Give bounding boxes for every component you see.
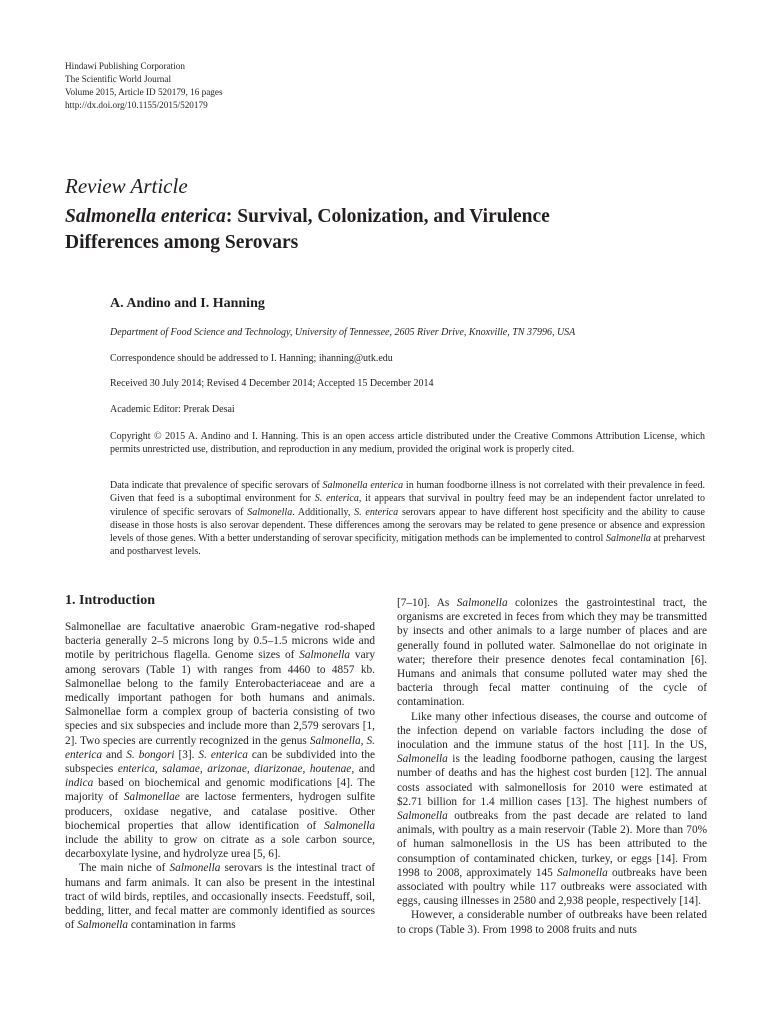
body-text: colonizes the gastrointestinal tract, the organisms are excreted in feces from which they may be transmitted by insects and other animals to a large number of places and are generally found in polluted water. Salmonellae do not originate in water; therefore their presence denotes fecal contamination [6]. Humans and animals that consume polluted water may shed the bacteria through fecal matter continuing of the cycle of contamination. bbox=[397, 597, 707, 709]
abstract-italic: S. enterica bbox=[314, 493, 359, 505]
body-italic: Salmonella bbox=[397, 753, 448, 766]
body-text: outbreaks from the past decade are related to land animals, with poultry as a main reservoir (Table 2). More than 70% of human salmonellosis in the US has been attributed to the consumption of contaminated chicken, turkey, or eggs [14]. From 1998 to 2008, approximately 145 bbox=[397, 810, 707, 879]
body-text: contamination in farms bbox=[128, 919, 236, 932]
body-column-right bbox=[397, 596, 707, 937]
body-text: Like many other infectious diseases, the course and outcome of the infection depend on variable factors including the dose of inoculation and the immune status of the host [11]. In the US, bbox=[397, 710, 707, 752]
body-text: vary among serovars (Table 1) with ranges from 4460 to 4857 kb. Salmonellae belong to the family Enterobacteriaceae and are a medically important pathogen for both humans and animals. Salmonellae form a complex group of bacteria consisting of two species and six subspecies and include more than 2,579 serovars [1, 2]. Two species are currently recognized in the genus bbox=[65, 649, 375, 747]
body-text: and bbox=[354, 763, 376, 776]
body-text: serovars is the intestinal tract of humans and farm animals. It can also be present in the intestinal tract of wild birds, reptiles, and occasionally insects. Feedstuff, soil, bedding, litter, and fecal matter are commonly identified as sources of bbox=[65, 862, 375, 932]
body-text: based on biochemical and genomic modifications [4]. The majority of bbox=[65, 777, 375, 804]
body-text: can be subdivided into the subspecies bbox=[65, 748, 375, 776]
intro-paragraph-5 bbox=[397, 908, 707, 936]
copyright-notice: Copyright © 2015 A. Andino and I. Hanning. This is an open access article distributed under the Creative Commons Attribution License, which permits unrestricted use, distribution, and reproduction in any medium, provided the original work is properly cited. bbox=[110, 431, 705, 455]
academic-editor: Academic Editor: Prerak Desai bbox=[110, 404, 235, 415]
abstract-text: in human foodborne illness is not correlated with their prevalence in feed. Given that feed is a suboptimal environment for bbox=[110, 480, 705, 505]
body-italic: Salmonella bbox=[299, 649, 351, 662]
body-italic: Salmonella bbox=[324, 819, 375, 832]
section-heading-introduction: 1. Introduction bbox=[65, 593, 155, 608]
body-text: is the leading foodborne pathogen, causing the largest number of deaths and has the highest cost burden [12]. The annual costs associated with salmonellosis for 2010 were estimated at $2.71 billion for 1.4 million cases [13]. The highest numbers of bbox=[397, 753, 707, 808]
title-line2: Differences among Serovars bbox=[65, 232, 299, 253]
dates: Received 30 July 2014; Revised 4 December 2014; Accepted 15 December 2014 bbox=[110, 378, 434, 389]
volume-line: Volume 2015, Article ID 520179, 16 pages bbox=[65, 87, 223, 97]
body-text: are lactose fermenters, hydrogen sulfite producers, oxidase negative, and catalase positive. Other biochemical properties that allow identification of bbox=[65, 791, 375, 832]
abstract-text: , it appears that survival in poultry feed may be an independent factor unrelated to virulence of specific serovars of bbox=[110, 493, 705, 518]
body-italic: Salmonella bbox=[169, 862, 221, 875]
abstract-italic: S. enterica bbox=[354, 506, 399, 518]
abstract-text: at preharvest and postharvest levels. bbox=[110, 533, 705, 558]
doi-link[interactable]: http://dx.doi.org/10.1155/2015/520179 bbox=[65, 100, 208, 110]
body-text: outbreaks have been associated with poultry while 117 outbreaks were associated with eggs, causing illnesses in 2580 and 2,938 people, respectively [14]. bbox=[397, 866, 707, 908]
body-italic: Salmonella, S. enterica bbox=[65, 734, 375, 761]
article-type: Review Article bbox=[65, 174, 188, 198]
body-italic: Salmonella bbox=[397, 810, 448, 823]
title-italic: Salmonella enterica bbox=[65, 206, 226, 227]
body-italic: S. enterica bbox=[198, 748, 248, 761]
intro-paragraph-1 bbox=[65, 620, 375, 861]
journal-header bbox=[65, 60, 223, 112]
body-italic: S. bongori bbox=[126, 748, 175, 761]
abstract-text: serovars appear to have different host specificity and the ability to cause disease in those hosts is also serovar dependent. These differences among the serovars may be related to gene presence or absence and expression levels of those genes. With a better understanding of serovar specificity, mitigation methods can be implemented to control bbox=[110, 506, 705, 545]
affiliation: Department of Food Science and Technology, University of Tennessee, 2605 River Drive, Knoxville, TN 37996, USA bbox=[110, 327, 576, 338]
body-italic: Salmonella bbox=[456, 597, 508, 609]
publisher-line: Hindawi Publishing Corporation bbox=[65, 61, 185, 71]
body-text: However, a considerable number of outbreaks have been related to crops (Table 3). From 1998 to 2008 fruits and nuts bbox=[397, 909, 707, 936]
journal-line: The Scientific World Journal bbox=[65, 74, 171, 84]
body-text: and bbox=[102, 748, 127, 761]
authors: A. Andino and I. Hanning bbox=[110, 296, 265, 311]
abstract-text: . Additionally, bbox=[292, 506, 355, 518]
body-text: include the ability to grow on citrate as a sole carbon source, decarboxylate lysine, and hydrolyze urea [5, 6]. bbox=[65, 834, 375, 861]
abstract bbox=[110, 479, 705, 559]
abstract-italic: Salmonella bbox=[605, 533, 651, 545]
body-italic: enterica, salamae, arizonae, diarizonae, houtenae, bbox=[117, 763, 355, 776]
body-text: The main niche of bbox=[79, 862, 170, 875]
body-italic: Salmonella bbox=[77, 919, 129, 932]
intro-paragraph-2 bbox=[65, 861, 375, 932]
abstract-italic: Salmonella enterica bbox=[322, 480, 404, 491]
body-text: Salmonellae are facultative anaerobic Gram-negative rod-shaped bacteria generally 2–5 microns long by 0.5–1.5 microns wide and motile by peritrichous flagella. Genome sizes of bbox=[65, 621, 375, 662]
abstract-text: Data indicate that prevalence of specific serovars of bbox=[110, 480, 323, 491]
body-text: [3]. bbox=[174, 748, 199, 761]
body-text: [7–10]. As bbox=[397, 597, 457, 609]
body-italic: indica bbox=[65, 777, 94, 790]
body-italic: Salmonella bbox=[556, 866, 608, 879]
abstract-italic: Salmonella bbox=[247, 506, 293, 518]
correspondence: Correspondence should be addressed to I. Hanning; ihanning@utk.edu bbox=[110, 353, 393, 364]
body-column-left bbox=[65, 593, 375, 932]
intro-paragraph-4 bbox=[397, 710, 707, 909]
title-rest: : Survival, Colonization, and Virulence bbox=[225, 206, 550, 227]
article-title bbox=[65, 204, 715, 256]
intro-paragraph-3 bbox=[397, 596, 707, 710]
body-italic: Salmonellae bbox=[123, 791, 180, 804]
